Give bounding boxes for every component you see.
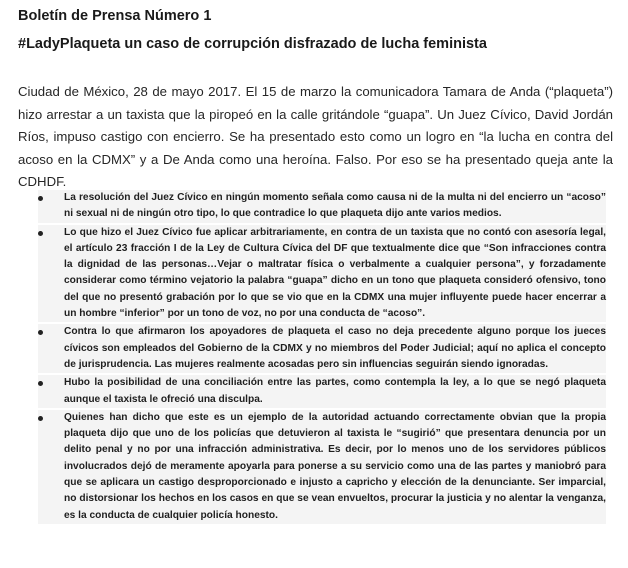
bullet-text: La resolución del Juez Cívico en ningún momento señala como causa ni de la multa ni del encierro un “acoso” ni sexual ni de ningún otro tipo, lo que contradice lo que plaqueta dijo ante varios medios. <box>64 192 606 220</box>
bulletin-title: Boletín de Prensa Número 1 <box>18 8 212 24</box>
bullet-dot-icon <box>38 381 43 386</box>
bullet-item <box>38 190 606 223</box>
intro-paragraph: Ciudad de México, 28 de mayo 2017. El 15 de marzo la comunicadora Tamara de Anda (“plaqueta”) hizo arrestar a un taxista que la piropeó en la calle gritándole “guapa”. Un Juez Cívico, David Jordán Ríos, impuso castigo con encierro. Se ha presentado esto como un logro en “la lucha en contra del acoso en la CDMX” y a De Anda como una heroína. Falso. Por eso se ha presentado queja ante la CDHDF. <box>18 84 613 189</box>
bullet-text: Quienes han dicho que este es un ejemplo de la autoridad actuando correctamente obvian que la propia plaqueta dijo que uno de los policías que detuvieron al taxista le “sugirió” que presentara denuncia por un delito penal y no por una infracción administrativa. Es decir, por lo menos uno de los servidores públicos involucrados dejó de meramente apoyarla para ponerse a su servicio como una de las partes y maniobró para que se aplicara un castigo desproporcionado e injusto a capricho y elección de la denunciante. Ser imparcial, no distorsionar los hechos en los casos en que se vean envueltos, procurar la justicia y no alentar la venganza, es la conducta de cualquier policía honesto. <box>64 411 606 521</box>
bullet-item <box>38 324 606 373</box>
bullet-text: Lo que hizo el Juez Cívico fue aplicar arbitrariamente, en contra de un taxista que no contó con asesoría legal, el artículo 23 fracción I de la Ley de Cultura Cívica del DF que textualmente dice que “Son infracciones contra la dignidad de las personas…Vejar o maltratar física o verbalmente a cualquier persona”, y forzadamente considerar como término vejatorio la palabra “guapa” dicho en un tono que plaqueta consideró ofensivo, tono del que no presentó grabación por lo que se vio que en la CDMX una mujer influyente puede hacer encerrar a un hombre “inferior” por un tono de voz, no por una conducta de “acoso”. <box>64 226 606 320</box>
bullet-dot-icon <box>38 330 43 335</box>
bullet-item <box>38 375 606 408</box>
bullet-item <box>38 225 606 323</box>
bullet-dot-icon <box>38 416 43 421</box>
bullet-dot-icon <box>38 196 43 201</box>
bullet-list <box>38 190 606 526</box>
bullet-item <box>38 410 606 524</box>
headline: #LadyPlaqueta un caso de corrupción disfrazado de lucha feminista <box>18 36 487 52</box>
bullet-text: Hubo la posibilidad de una conciliación entre las partes, como contempla la ley, a lo que se negó plaqueta aunque el taxista le ofreció una disculpa. <box>64 377 606 405</box>
bullet-text: Contra lo que afirmaron los apoyadores de plaqueta el caso no deja precedente alguno porque los jueces cívicos son empleados del Gobierno de la CDMX y no miembros del Poder Judicial; aquí no aplica el concepto de jurisprudencia. Las mujeres realmente acosadas pero sin influencias seguirán siendo ignoradas. <box>64 326 606 370</box>
bullet-dot-icon <box>38 231 43 236</box>
